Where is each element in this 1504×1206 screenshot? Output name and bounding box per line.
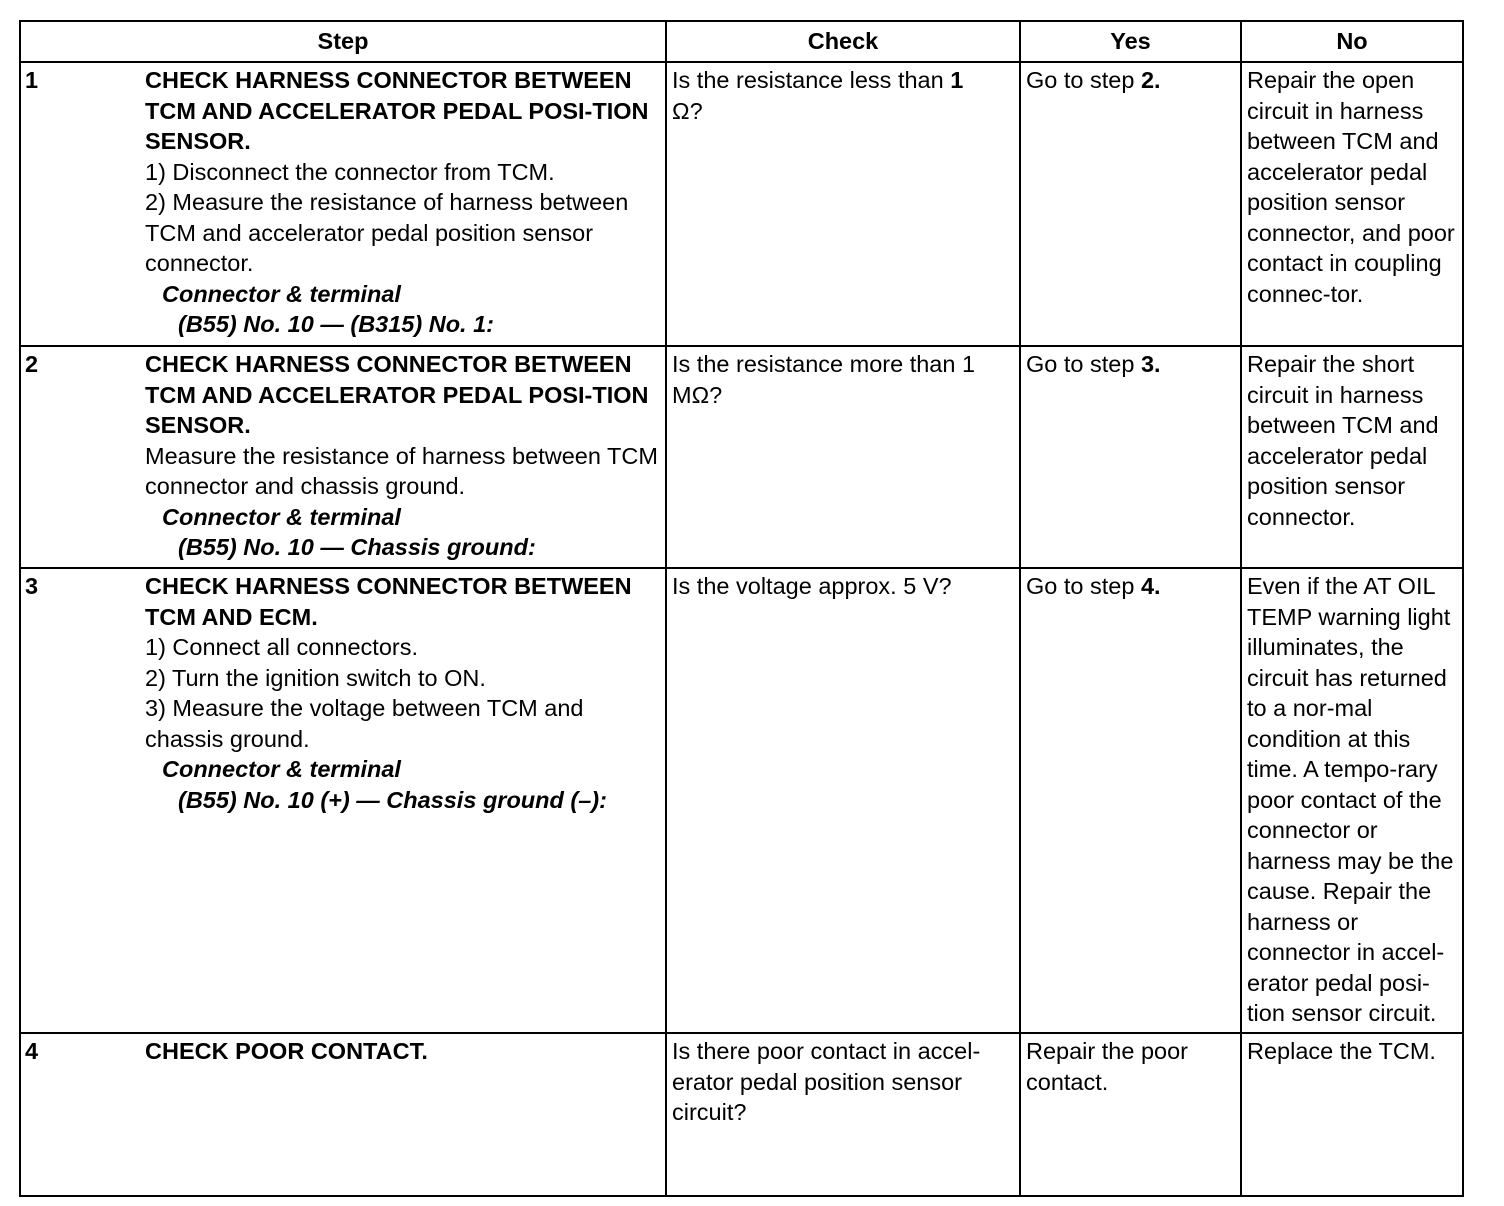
table-row [20, 568, 1463, 1033]
step-instruction: Measure the resistance of harness between TCM connector and chassis ground. [145, 442, 658, 499]
check-text: Is the resistance less than [672, 67, 951, 93]
yes-step: 4. [1140, 573, 1161, 599]
check-value: 1 [950, 67, 964, 93]
step-instruction: 3) Measure the voltage between TCM and chassis ground. [145, 695, 584, 752]
connector-value: (B55) No. 10 (+) — Chassis ground (–): [178, 786, 607, 813]
check-cell: Is the voltage approx. 5 V? [666, 568, 1020, 1033]
step-cell [20, 346, 666, 568]
step-instruction: 2) Measure the resistance of harness between TCM and accelerator pedal position sensor connector. [145, 189, 629, 276]
connector-value: (B55) No. 10 — Chassis ground: [178, 534, 536, 560]
step-instruction: 2) Turn the ignition switch to ON. [145, 664, 486, 691]
table-row [20, 346, 1463, 568]
step-number: 2 [25, 351, 39, 377]
table-row [20, 62, 1463, 346]
yes-step: 3. [1140, 351, 1161, 377]
step-cell [20, 568, 666, 1033]
step-instruction: 1) Disconnect the connector from TCM. [145, 158, 555, 185]
check-cell: Is there poor contact in accel-erator pedal position sensor circuit? [666, 1033, 1020, 1196]
yes-cell [1020, 346, 1241, 568]
yes-cell: Repair the poor contact. [1020, 1033, 1241, 1196]
step-cell [20, 1033, 666, 1196]
yes-text: Go to step [1026, 573, 1141, 599]
yes-text: Go to step [1026, 67, 1141, 93]
check-unit: Ω? [672, 97, 703, 124]
connector-label: Connector & terminal [162, 280, 401, 307]
header-step: Step [20, 21, 666, 62]
step-title: CHECK HARNESS CONNECTOR BETWEEN TCM AND ACCELERATOR PEDAL POSI-TION SENSOR. [145, 351, 649, 438]
step-instruction: 1) Connect all connectors. [145, 634, 419, 660]
step-title: CHECK HARNESS CONNECTOR BETWEEN TCM AND ACCELERATOR PEDAL POSI-TION SENSOR. [145, 67, 649, 154]
no-cell: Even if the AT OIL TEMP warning light illuminates, the circuit has returned to a nor-mal condition at this time. A tempo-rary poor contact of the connector or harness may be the cause. Repair the harness or connector in accel-erator pedal posi-tion sensor circuit. [1241, 568, 1463, 1033]
yes-cell [1020, 62, 1241, 346]
yes-step: 2. [1140, 67, 1161, 93]
connector-label: Connector & terminal [162, 756, 401, 782]
connector-label: Connector & terminal [162, 503, 401, 530]
table-row [20, 1033, 1463, 1196]
header-yes: Yes [1020, 21, 1241, 62]
header-row [20, 21, 1463, 62]
yes-cell [1020, 568, 1241, 1033]
header-no: No [1241, 21, 1463, 62]
step-title: CHECK HARNESS CONNECTOR BETWEEN TCM AND ECM. [145, 573, 632, 630]
diagnostic-table [19, 20, 1464, 1197]
check-cell [666, 62, 1020, 346]
step-number: 3 [25, 573, 39, 599]
step-number: 4 [25, 1038, 39, 1064]
step-number: 1 [25, 67, 39, 93]
step-cell [20, 62, 666, 346]
check-cell: Is the resistance more than 1 MΩ? [666, 346, 1020, 568]
step-title: CHECK POOR CONTACT. [145, 1038, 428, 1064]
no-cell: Repair the open circuit in harness between TCM and accelerator pedal position sensor connector, and poor contact in coupling connec-tor. [1241, 62, 1463, 346]
no-cell: Replace the TCM. [1241, 1033, 1463, 1196]
no-cell: Repair the short circuit in harness between TCM and accelerator pedal position sensor connector. [1241, 346, 1463, 568]
connector-value: (B55) No. 10 — (B315) No. 1: [178, 311, 495, 337]
yes-text: Go to step [1026, 351, 1141, 377]
header-check: Check [666, 21, 1020, 62]
